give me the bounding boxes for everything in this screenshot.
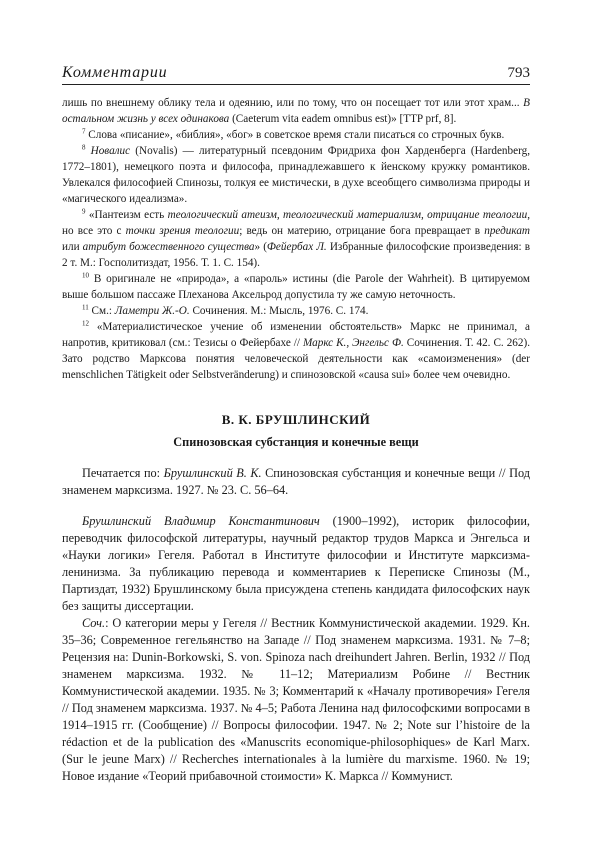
biography: Брушлинский Владимир Константинович (1900–1992), историк философии, переводчик философской литературы, научный редактор трудов Маркса и Энгельса и «Науки логики» Гегеля. Работал в Институте философии и Институте марксизма-ленинизма. За публикацию перевода и комментариев к Переписке Спинозы (М., Партиздат, 1932) Брушлинскому была присуждена степень кандидата философских наук без защиты диссертации.	[62, 514, 530, 613]
footnote-7: $^7$ Слова «писание», «библия», «бог» в советское время стали писаться со строчных букв.	[82, 127, 505, 141]
running-header	[62, 64, 530, 82]
section-author: В. К. БРУШЛИНСКИЙ	[221, 412, 371, 427]
footnote-9: $^9$ «Пантеизм есть теологический атеизм, теологический материализм, отрицание теологии, но все это с точки зрения теологии; ведь он материю, отрицание бога превращает в предикат или атрибут божественного существа» (Фейербах Л. Избранные философские произведения: в 2 т. М.: Госполитиздат, 1956. Т. 1. С. 154).	[62, 207, 530, 269]
works-list: Соч.: О категории меры у Гегеля // Вестник Коммунистической академии. 1929. Кн. 35–36; Современное гегельянство на Западе // Под знаменем марксизма. 1931. № 7–8; Рецензия на: Dunin-Borkowski, S. von. Spinoza nach dreihundert Jahren. Berlin, 1932 // Под знаменем марксизма. 1932. № 11–12; Материализм Робине // Вестник Коммунистической академии. 1935. № 3; Комментарий к «Началу противоречия» Гегеля // Под знаменем марксизма. 1937. № 4–5; Работа Ленина над философскими вопросами в 1914–1915 гг. (Сообщение) // Вопросы философии. 1947. № 2; Note sur l’histoire de la rédaction et de la publication des «Manuscrits economique-philosophiques» de Karl Marx. (Sur le jeune Marx) // Recherches internationales à la lumière du marxisme. 1960. № 19; Новое издание «Теорий прибавочной стоимости» К. Маркса // Коммунист.	[62, 616, 530, 783]
footnote-12: $^{12}$ «Материалистическое учение об изменении обстоятельств» Маркс не принимал, а напротив, критиковал (см.: Тезисы о Фейербахе // Маркс К., Энгельс Ф. Сочинения. Т. 42. С. 262). Зато родство Марксова понятия человеческой деятельности как «самоизменения» (der menschlichen Tätigkeit oder Selbstveränderung) и спинозовской «causa sui» более чем очевидно.	[62, 319, 530, 381]
footnote-continuation: лишь по внешнему облику тела и одеянию, или по тому, что он посещает тот или этот храм... В остальном жизнь у всех одинакова (Caeterum vita eadem omnibus est)» [TTP prf, 8].	[62, 97, 530, 125]
page-number: 793	[507, 65, 530, 81]
header-rule	[62, 84, 530, 85]
section-title: Спинозовская субстанция и конечные вещи	[173, 435, 419, 449]
header-title: Комментарии	[62, 64, 168, 81]
page-content	[62, 95, 530, 785]
footnote-10: $^{10}$ В оригинале не «природа», а «пароль» истины (die Parole der Wahrheit). В цитируемом выше большом пассаже Плеханова Аксельрод допустила ту же самую неточность.	[62, 271, 530, 301]
source-note: Печатается по: Брушлинский В. К. Спинозовская субстанция и конечные вещи // Под знаменем марксизма. 1927. № 23. С. 56–64.	[62, 466, 531, 497]
footnote-8: $^8$ Новалис (Novalis) — литературный псевдоним Фридриха фон Харденберга (Hardenberg, 1772–1801), немецкого поэта и философа, принадлежавшего к йенскому кружку романтиков. Увлекался философией Спинозы, толкуя ее мистически, в духе всеобщего символизма природы и «магического идеализма».	[62, 143, 530, 205]
footnote-11: $^{11}$ См.: Ламетри Ж.-О. Сочинения. М.: Мысль, 1976. С. 174.	[82, 303, 369, 317]
